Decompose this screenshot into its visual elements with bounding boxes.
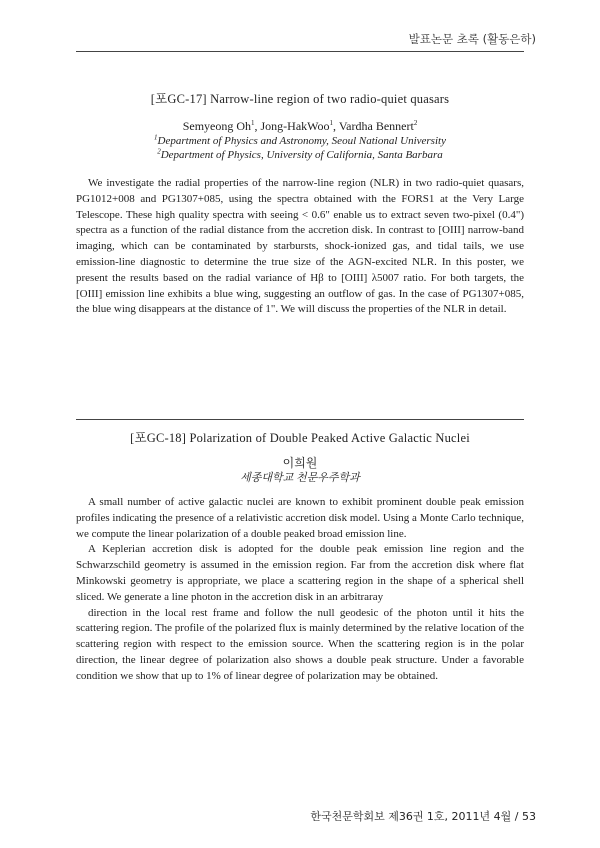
author-sup: 1 <box>329 119 334 127</box>
abstract-1-authors <box>0 119 600 134</box>
abstract-1-affiliation-2 <box>0 149 600 161</box>
abstract-2-affiliation: 세종대학교 천문우주학과 <box>240 472 360 484</box>
author-name: Semyeong Oh <box>182 119 252 133</box>
abstract-2-body <box>76 495 524 685</box>
abstract-paragraph: direction in the local rest frame and follow the null geodesic of the photon until it hits the scattering region. The profile of the polarized flux is mainly determined by the relative location of the scattering region with respect to the emission source. When the scattering region is in the polar direction, the linear degree of polarization also shows a double peak structure. Under a favorable condition we show that up to 1% of linear degree of polarization may be obtained. <box>76 606 524 682</box>
abstract-1-affiliation-1 <box>0 135 600 147</box>
author-name: , Jong-HakWoo <box>254 119 330 133</box>
author-name: , Vardha Bennert <box>333 119 414 133</box>
abstract-paragraph: A small number of active galactic nuclei are known to exhibit prominent double peak emission profiles indicating the presence of a relativistic accretion disk model. Using a Monte Carlo technique, we compute the linear polarization of a double peaked broad emission line. <box>76 496 524 540</box>
author-sup: 2 <box>413 119 418 127</box>
affiliation-sup: 2 <box>157 147 161 156</box>
abstract-paragraph: We investigate the radial properties of the narrow-line region (NLR) in two radio-quiet quasars, PG1012+008 and PG1307+085, using the spectra obtained with the FORS1 at the Very Large Telescope. These high quality spectra with seeing < 0.6" enable us to extract seven two-pixel (0.4") spectra as a function of the radial distance from the accretion disk. In contrast to [OIII] narrow-band imaging, which can be contaminated by starbursts, shock-ionized gas, and tidal tails, we use emission-line diagnostic to determine the true size of the AGN-excited NLR. In this poster, we present the results based on the radial variance of Hβ to [OIII] λ5007 ratio. For both targets, the [OIII] emission line exhibits a blue wing, suggesting an outflow of gas. In the case of PG1307+085, the blue wing disappears at the distance of 1". We will discuss the properties of the NLR in detail. <box>76 177 524 316</box>
page-footer: 한국천문학회보 제36권 1호, 2011년 4월 / 53 <box>310 810 536 823</box>
affiliation-text: Department of Physics, University of California, Santa Barbara <box>160 149 443 161</box>
abstract-2-title: [포GC-18] Polarization of Double Peaked Active Galactic Nuclei <box>130 431 470 445</box>
affiliation-sup: 1 <box>154 133 158 142</box>
abstract-1-body <box>76 176 524 318</box>
affiliation-text: Department of Physics and Astronomy, Seoul National University <box>157 135 446 147</box>
section-divider <box>76 419 524 420</box>
author-sup: 1 <box>251 119 255 127</box>
abstract-paragraph: A Keplerian accretion disk is adopted for the double peak emission line region and the Schwarzschild geometry is assumed in the emission region. Far from the accretion disk where flat Minkowski geometry is appropriate, we place a scattering region in the shape of a spherical shell sliced. We generate a line photon in the accretion disk in an arbitraray <box>76 543 524 603</box>
abstract-1-title: [포GC-17] Narrow-line region of two radio-quiet quasars <box>150 92 450 106</box>
running-header: 발표논문 초록 (활동은하) <box>408 32 536 46</box>
header-rule <box>76 51 524 52</box>
abstract-2-author: 이희원 <box>282 456 318 470</box>
